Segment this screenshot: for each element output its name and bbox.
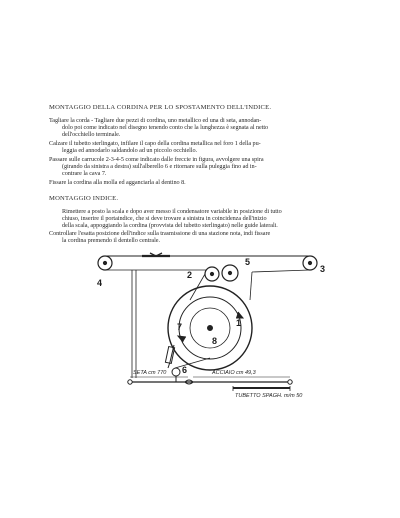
text-line: dell'occhiello terminale. [62, 131, 121, 138]
pulley-5-hub [228, 271, 231, 274]
eyelet [288, 380, 292, 384]
text-line: contrare la cava 7. [62, 170, 107, 177]
label-5: 5 [245, 257, 251, 267]
text-line: chiuso, inserire il portaindice, che si deve trovare a sinistra in coincidenza dell'inizio [62, 215, 267, 222]
label-6: 6 [182, 365, 188, 375]
label-7: 7 [177, 322, 183, 332]
label-4: 4 [97, 278, 103, 288]
text-line: leggia ed annodarlo saldandolo ad un piccolo occhiello. [62, 147, 198, 154]
text-line: (girando da sinistra a destra) sull'alberello 6 e ritornare sulla puleggia fino ad in- [62, 163, 257, 170]
text-line: dolo poi come indicato nel disegno tenendo conto che la lunghezza è segnata al netto [62, 124, 269, 131]
pulley-3-hub [308, 261, 311, 264]
seta-dimension: SETA cm 770 [133, 370, 167, 376]
text-line: Rimettere a posto la scala e dopo aver messo il condensatore variabile in posizione di tutto [62, 208, 282, 215]
tubetto-dimension: TUBETTO SPAGH. m/m 50 [235, 393, 303, 399]
section1-heading: MONTAGGIO DELLA CORDINA PER LO SPOSTAMENTO DELL'INDICE. [49, 104, 272, 111]
text-line: della scala, appoggiando la cordina (provvista del tubetto sterlingato) nelle guide laterali. [62, 222, 278, 229]
text-line: Fissare la cordina alla molla ed agganciarla al dentino 8. [49, 179, 186, 186]
label-3: 3 [320, 264, 326, 274]
text-line: Controllare l'esatta posizione dell'indice sulla trasmissione di una stazione nota, indi fissare [49, 230, 271, 237]
cord-line [252, 270, 310, 272]
acciaio-dimension: ACCIAIO cm 49,3 [212, 370, 256, 376]
label-1: 1 [236, 318, 242, 328]
arrow-icon [178, 336, 186, 342]
pulley-2-hub [210, 272, 213, 275]
eyelet [128, 380, 132, 384]
drum-hub [208, 326, 213, 331]
label-2: 2 [187, 270, 193, 280]
shaft-6 [172, 368, 180, 376]
section2-heading: MONTAGGIO INDICE. [49, 195, 119, 202]
text-line: Tagliare la corda - Tagliare due pezzi di cordina, uno metallico ed una di seta, annodan- [49, 117, 262, 124]
label-8: 8 [212, 336, 218, 346]
text-line: la cordina premendo il dentello centrale. [62, 237, 160, 244]
text-line: Passare sulle carrucole 2-3-4-5 come indicato dalle freccie in figura, avvolgere una spira [49, 156, 264, 163]
text-line: Calzare il tubetto sterlingato, infilare il capo della cordina metallica nel foro 1 della pu- [49, 140, 261, 147]
pulley-4-hub [103, 261, 106, 264]
cord-line [250, 272, 252, 300]
